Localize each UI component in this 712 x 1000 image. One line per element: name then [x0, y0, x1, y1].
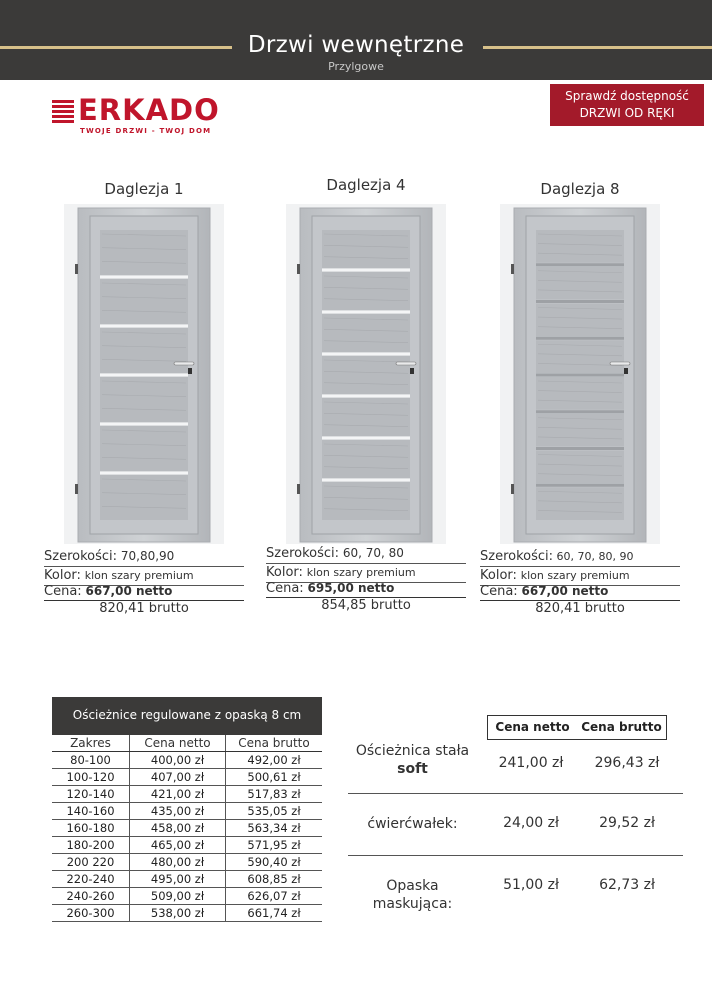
- door-widths: Szerokości: 70,80,90: [44, 549, 244, 567]
- badge-line-1: Sprawdź dostępność: [565, 89, 689, 103]
- frames-table-body: [52, 752, 322, 922]
- door-name: Daglezja 8: [540, 180, 620, 198]
- table-row: [52, 905, 322, 922]
- cell-range: 260-300: [52, 905, 130, 921]
- cell-range: 140-160: [52, 803, 130, 819]
- accessory-gross: 62,73 zł: [599, 877, 655, 893]
- accessory-divider: [348, 793, 683, 794]
- accessory-net: 24,00 zł: [503, 815, 559, 831]
- cell-gross: 626,07 zł: [247, 889, 301, 903]
- glass-strip: [100, 276, 188, 279]
- door-panel: [100, 377, 188, 422]
- cell-net: 480,00 zł: [130, 854, 226, 870]
- cell-range: 80-100: [52, 752, 130, 768]
- glass-strip: [322, 395, 410, 398]
- door-handle-icon: [174, 362, 194, 365]
- door-lock-icon: [410, 368, 414, 374]
- glass-strip: [322, 437, 410, 440]
- table-row: [52, 786, 322, 803]
- cell-net: 400,00 zł: [130, 752, 226, 768]
- door-image: [64, 204, 224, 544]
- accessory-gross: 296,43 zł: [594, 755, 660, 771]
- door-panel: [100, 475, 188, 520]
- accessory-name: Opaska maskująca:: [372, 878, 453, 912]
- table-row: [52, 752, 322, 769]
- table-row: [52, 854, 322, 871]
- door-image: [500, 204, 660, 544]
- cell-range: 100-120: [52, 769, 130, 785]
- door-panel: [100, 279, 188, 324]
- door-color: Kolor: klon szary premium: [480, 568, 680, 586]
- cell-range: 240-260: [52, 888, 130, 904]
- cell-gross: 563,34 zł: [247, 821, 301, 835]
- door-lock-icon: [188, 368, 192, 374]
- table-row: [52, 871, 322, 888]
- door-panel: [100, 230, 188, 275]
- door-card-3: [480, 180, 680, 620]
- door-color: Kolor: klon szary premium: [44, 568, 244, 586]
- hinge-icon: [75, 484, 78, 494]
- table-row: [52, 837, 322, 854]
- logo-bars-icon: [52, 100, 74, 124]
- accessories-table: [345, 715, 685, 915]
- cell-net: 435,00 zł: [130, 803, 226, 819]
- table-row: [52, 888, 322, 905]
- col-net: Cena netto: [130, 735, 226, 751]
- glass-strip: [322, 311, 410, 314]
- glass-strip: [322, 353, 410, 356]
- cell-gross: 608,85 zł: [247, 872, 301, 886]
- glass-strip: [536, 484, 624, 487]
- frames-table-title: Ościeżnice regulowane z opaską 8 cm: [52, 697, 322, 735]
- table-row: [52, 803, 322, 820]
- page-subtitle: Przylgowe: [328, 60, 384, 73]
- page-title: Drzwi wewnętrzne: [247, 32, 465, 58]
- door-panel: [100, 426, 188, 471]
- table-row: [52, 820, 322, 837]
- cell-range: 200 220: [52, 854, 130, 870]
- accessories-header: [487, 715, 667, 740]
- cell-gross: 590,40 zł: [247, 855, 301, 869]
- cell-net: 465,00 zł: [130, 837, 226, 853]
- hinge-icon: [511, 264, 514, 274]
- door-lock-icon: [624, 368, 628, 374]
- cell-net: 421,00 zł: [130, 786, 226, 802]
- door-card-1: [44, 180, 244, 620]
- cell-gross: 571,95 zł: [247, 838, 301, 852]
- glass-strip: [322, 479, 410, 482]
- door-panel: [100, 328, 188, 373]
- table-row: [52, 769, 322, 786]
- availability-badge[interactable]: [550, 84, 704, 126]
- glass-strip: [100, 374, 188, 377]
- cell-range: 220-240: [52, 871, 130, 887]
- cell-gross: 500,61 zł: [247, 770, 301, 784]
- door-name: Daglezja 1: [104, 180, 184, 198]
- frames-price-table: [52, 697, 322, 922]
- glass-strip: [100, 325, 188, 328]
- accessory-net: 51,00 zł: [503, 877, 559, 893]
- hinge-icon: [75, 264, 78, 274]
- glass-strip: [100, 423, 188, 426]
- erkado-logo: [52, 93, 242, 136]
- cell-range: 180-200: [52, 837, 130, 853]
- acc-col-net: Cena netto: [495, 720, 570, 734]
- cell-net: 458,00 zł: [130, 820, 226, 836]
- cell-net: 509,00 zł: [130, 888, 226, 904]
- accessory-name: ćwierćwałek:: [367, 816, 458, 832]
- glass-strip: [536, 337, 624, 340]
- hinge-icon: [297, 264, 300, 274]
- door-handle-icon: [610, 362, 630, 365]
- logo-tagline: TWOJE DRZWI - TWOJ DOM: [80, 127, 212, 135]
- door-card-2: [266, 176, 466, 620]
- acc-col-gross: Cena brutto: [581, 720, 662, 734]
- hinge-icon: [297, 484, 300, 494]
- hinge-icon: [511, 484, 514, 494]
- door-price-gross: 820,41 brutto: [99, 601, 189, 616]
- door-price-net: Cena: 695,00 netto: [266, 581, 466, 598]
- accessory-net: 241,00 zł: [498, 755, 564, 771]
- door-price-net: Cena: 667,00 netto: [44, 584, 244, 601]
- glass-strip: [536, 447, 624, 450]
- glass-strip: [536, 410, 624, 413]
- door-price-gross: 854,85 brutto: [321, 598, 411, 613]
- accessory-divider: [348, 855, 683, 856]
- cell-gross: 661,74 zł: [247, 906, 301, 920]
- cell-gross: 517,83 zł: [247, 787, 301, 801]
- glass-strip: [100, 472, 188, 475]
- door-name: Daglezja 4: [326, 176, 406, 194]
- header-bar: [0, 0, 712, 80]
- col-range: Zakres: [52, 735, 130, 751]
- glass-strip: [536, 300, 624, 303]
- frames-table-header: [52, 735, 322, 752]
- door-image: [286, 204, 446, 544]
- cell-range: 160-180: [52, 820, 130, 836]
- door-price-net: Cena: 667,00 netto: [480, 584, 680, 601]
- glass-strip: [536, 374, 624, 377]
- cell-net: 407,00 zł: [130, 769, 226, 785]
- badge-line-2: DRZWI OD RĘKI: [579, 106, 675, 120]
- glass-strip: [536, 263, 624, 266]
- door-price-gross: 820,41 brutto: [535, 601, 625, 616]
- door-handle-icon: [396, 362, 416, 365]
- door-color: Kolor: klon szary premium: [266, 565, 466, 583]
- cell-gross: 535,05 zł: [247, 804, 301, 818]
- logo-wordmark: ERKADO: [78, 93, 220, 127]
- door-widths: Szerokości: 60, 70, 80: [266, 546, 466, 564]
- cell-net: 495,00 zł: [130, 871, 226, 887]
- glass-strip: [322, 269, 410, 272]
- cell-net: 538,00 zł: [130, 905, 226, 921]
- accessory-gross: 29,52 zł: [599, 815, 655, 831]
- col-gross: Cena brutto: [238, 736, 310, 750]
- cell-gross: 492,00 zł: [247, 753, 301, 767]
- accessory-name: Ościeżnica stała soft: [355, 743, 470, 777]
- cell-range: 120-140: [52, 786, 130, 802]
- door-widths: Szerokości: 60, 70, 80, 90: [480, 549, 680, 567]
